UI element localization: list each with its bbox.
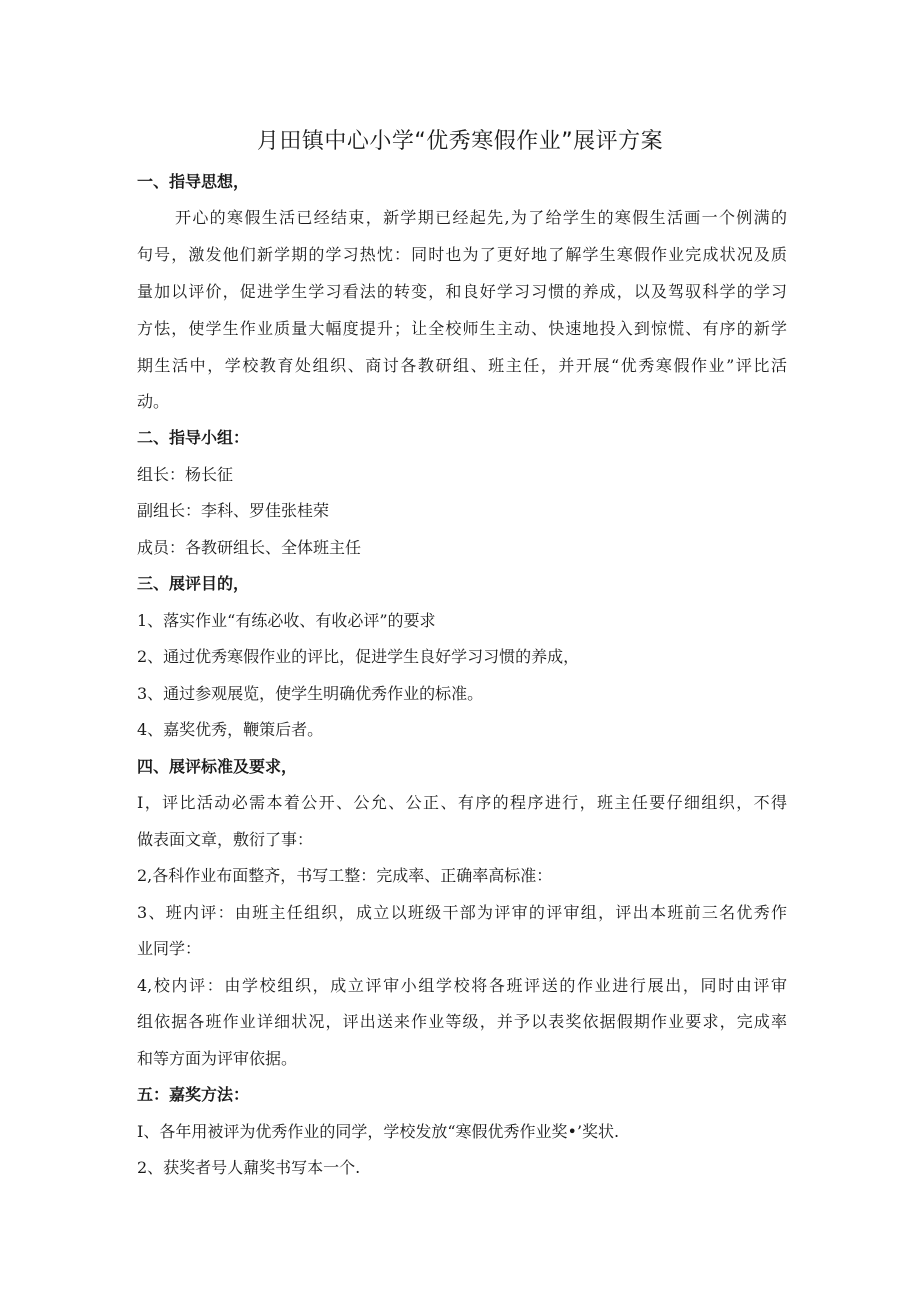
section-1-heading: 一、指导思想， [137,172,250,191]
paragraph-line: 量加以评价，促进学生学习看法的转变，和良好学习习惯的养成，以及驾驭科学的学习 [137,282,787,301]
section-2-heading: 二、指导小组： [137,428,250,447]
paragraph-line: 3、班内评：由班主任组织，成立以班级干部为评审的评审组，评出本班前三名优秀作 [137,903,787,922]
section-4-heading: 四、展评标准及要求， [137,757,298,776]
paragraph-line: 4,校内评：由学校组织，成立评审小组学校将各班评送的作业进行展出，同时由评审 [137,976,787,995]
paragraph-line: 开心的寒假生活已经结束，新学期已经起先,为了给学生的寒假生活画一个例满的 [175,208,787,227]
paragraph-line: 业同学： [137,939,202,958]
paragraph-line: 方怯，使学生作业质量大幅度提升；让全校师生主动、快速地投入到惊慌、有序的新学 [137,319,787,338]
list-item: I、各年用被评为优秀作业的同学，学校发放“寒假优秀作业奖•’奖状. [137,1122,620,1141]
paragraph-line: 动。 [137,392,170,411]
paragraph-line: 句号，激发他们新学期的学习热忱：同时也为了更好地了解学生寒假作业完成状况及质 [137,245,787,264]
paragraph-line: 期生活中，学校教育处组织、商讨各教研组、班主任，并开展“优秀寒假作业”评比活 [137,356,787,375]
list-item: 3、通过参观展览，使学生明确优秀作业的标准。 [137,684,484,703]
document-title: 月田镇中心小学“优秀寒假作业”展评方案 [256,129,664,154]
list-item: 组长：杨长征 [137,465,234,484]
paragraph-line: 和等方面为评审依据。 [137,1049,298,1068]
section-3-heading: 三、展评目的， [137,574,250,593]
list-item: 4、嘉奖优秀，鞭策后者。 [137,720,324,739]
section-5-heading: 五：嘉奖方法： [137,1085,250,1104]
list-item: 2、通过优秀寒假作业的评比，促进学生良好学习习惯的养成， [137,647,580,666]
list-item: 2、获奖者号人鼐奖书写本一个. [137,1158,361,1177]
paragraph-line: 2,各科作业布面整齐，书写工整：完成率、正确率高标准： [137,866,553,885]
list-item: 副组长：李科、罗佳张桂荣 [137,501,330,520]
paragraph-line: 做表面文章，敷衍了事： [137,830,314,849]
list-item: 成员：各教研组长、全体班主任 [137,538,362,557]
list-item: 1、落实作业“有练必收、有收必评”的要求 [137,611,436,630]
paragraph-line: I，评比活动必需本着公开、公允、公正、有序的程序进行，班主任要仔细组织，不得 [137,793,787,812]
paragraph-line: 组依据各班作业详细状况，评出送来作业等级，并予以表奖依据假期作业要求，完成率 [137,1012,787,1031]
